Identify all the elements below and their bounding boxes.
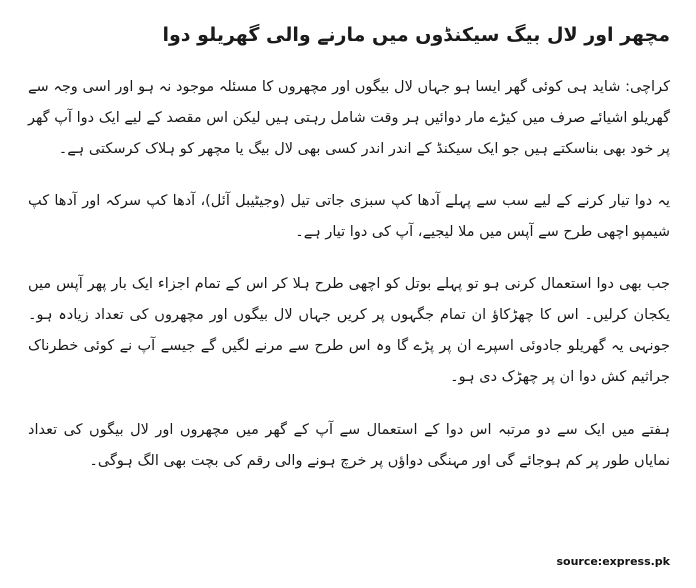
article-title: مچھر اور لال بیگ سیکنڈوں میں مارنے والی گھریلو دوا <box>162 24 670 46</box>
article-paragraph-2: یہ دوا تیار کرنے کے لیے سب سے پہلے آدھا کپ سبزی جاتی تیل (وجیٹیبل آئل)، آدھا کپ سرکہ اور آدھا کپ شیمپو اچھی طرح سے آپس میں ملا لیجیے، آپ کی دوا تیار ہے۔ <box>28 193 670 240</box>
article-paragraph-3: جب بھی دوا استعمال کرنی ہو تو پہلے بوتل کو اچھی طرح ہلا کر اس کے تمام اجزاء ایک بار پھر آپس میں یکجان کرلیں۔ اس کا چھڑکاؤ ان تمام جگہوں پر کریں جہاں لال بیگوں اور مچھروں کی تعداد زیادہ ہو۔ جونہی یہ گھریلو جادوئی اسپرے ان پر پڑے گا وہ اس طرح سے مرنے لگیں گے جیسے آپ نے کوئی خطرناک جراثیم کش دوا ان پر چھڑک دی ہو۔ <box>28 276 670 385</box>
article-paragraph-1: کراچی: شاید ہی کوئی گھر ایسا ہو جہاں لال بیگوں اور مچھروں کا مسئلہ موجود نہ ہو اور اسی وجہ سے گھریلو اشیائے صرف میں کیڑے مار دوائیں ہر وقت شامل رہتی ہیں لیکن اس مقصد کے لیے ایک دوا آپ گھر پر خود بھی بناسکتے ہیں جو ایک سیکنڈ کے اندر اندر کسی بھی لال بیگ یا مچھر کو ہلاک کرسکتی ہے۔ <box>28 79 670 157</box>
article-paragraph-4: ہفتے میں ایک سے دو مرتبہ اس دوا کے استعمال سے آپ کے گھر میں مچھروں اور لال بیگوں کی تعداد نمایاں طور پر کم ہوجائے گی اور مہنگی دواؤں پر خرچ ہونے والی رقم کی بچت بھی الگ ہوگی۔ <box>28 422 670 469</box>
source-credit: source:express.pk <box>556 555 670 568</box>
